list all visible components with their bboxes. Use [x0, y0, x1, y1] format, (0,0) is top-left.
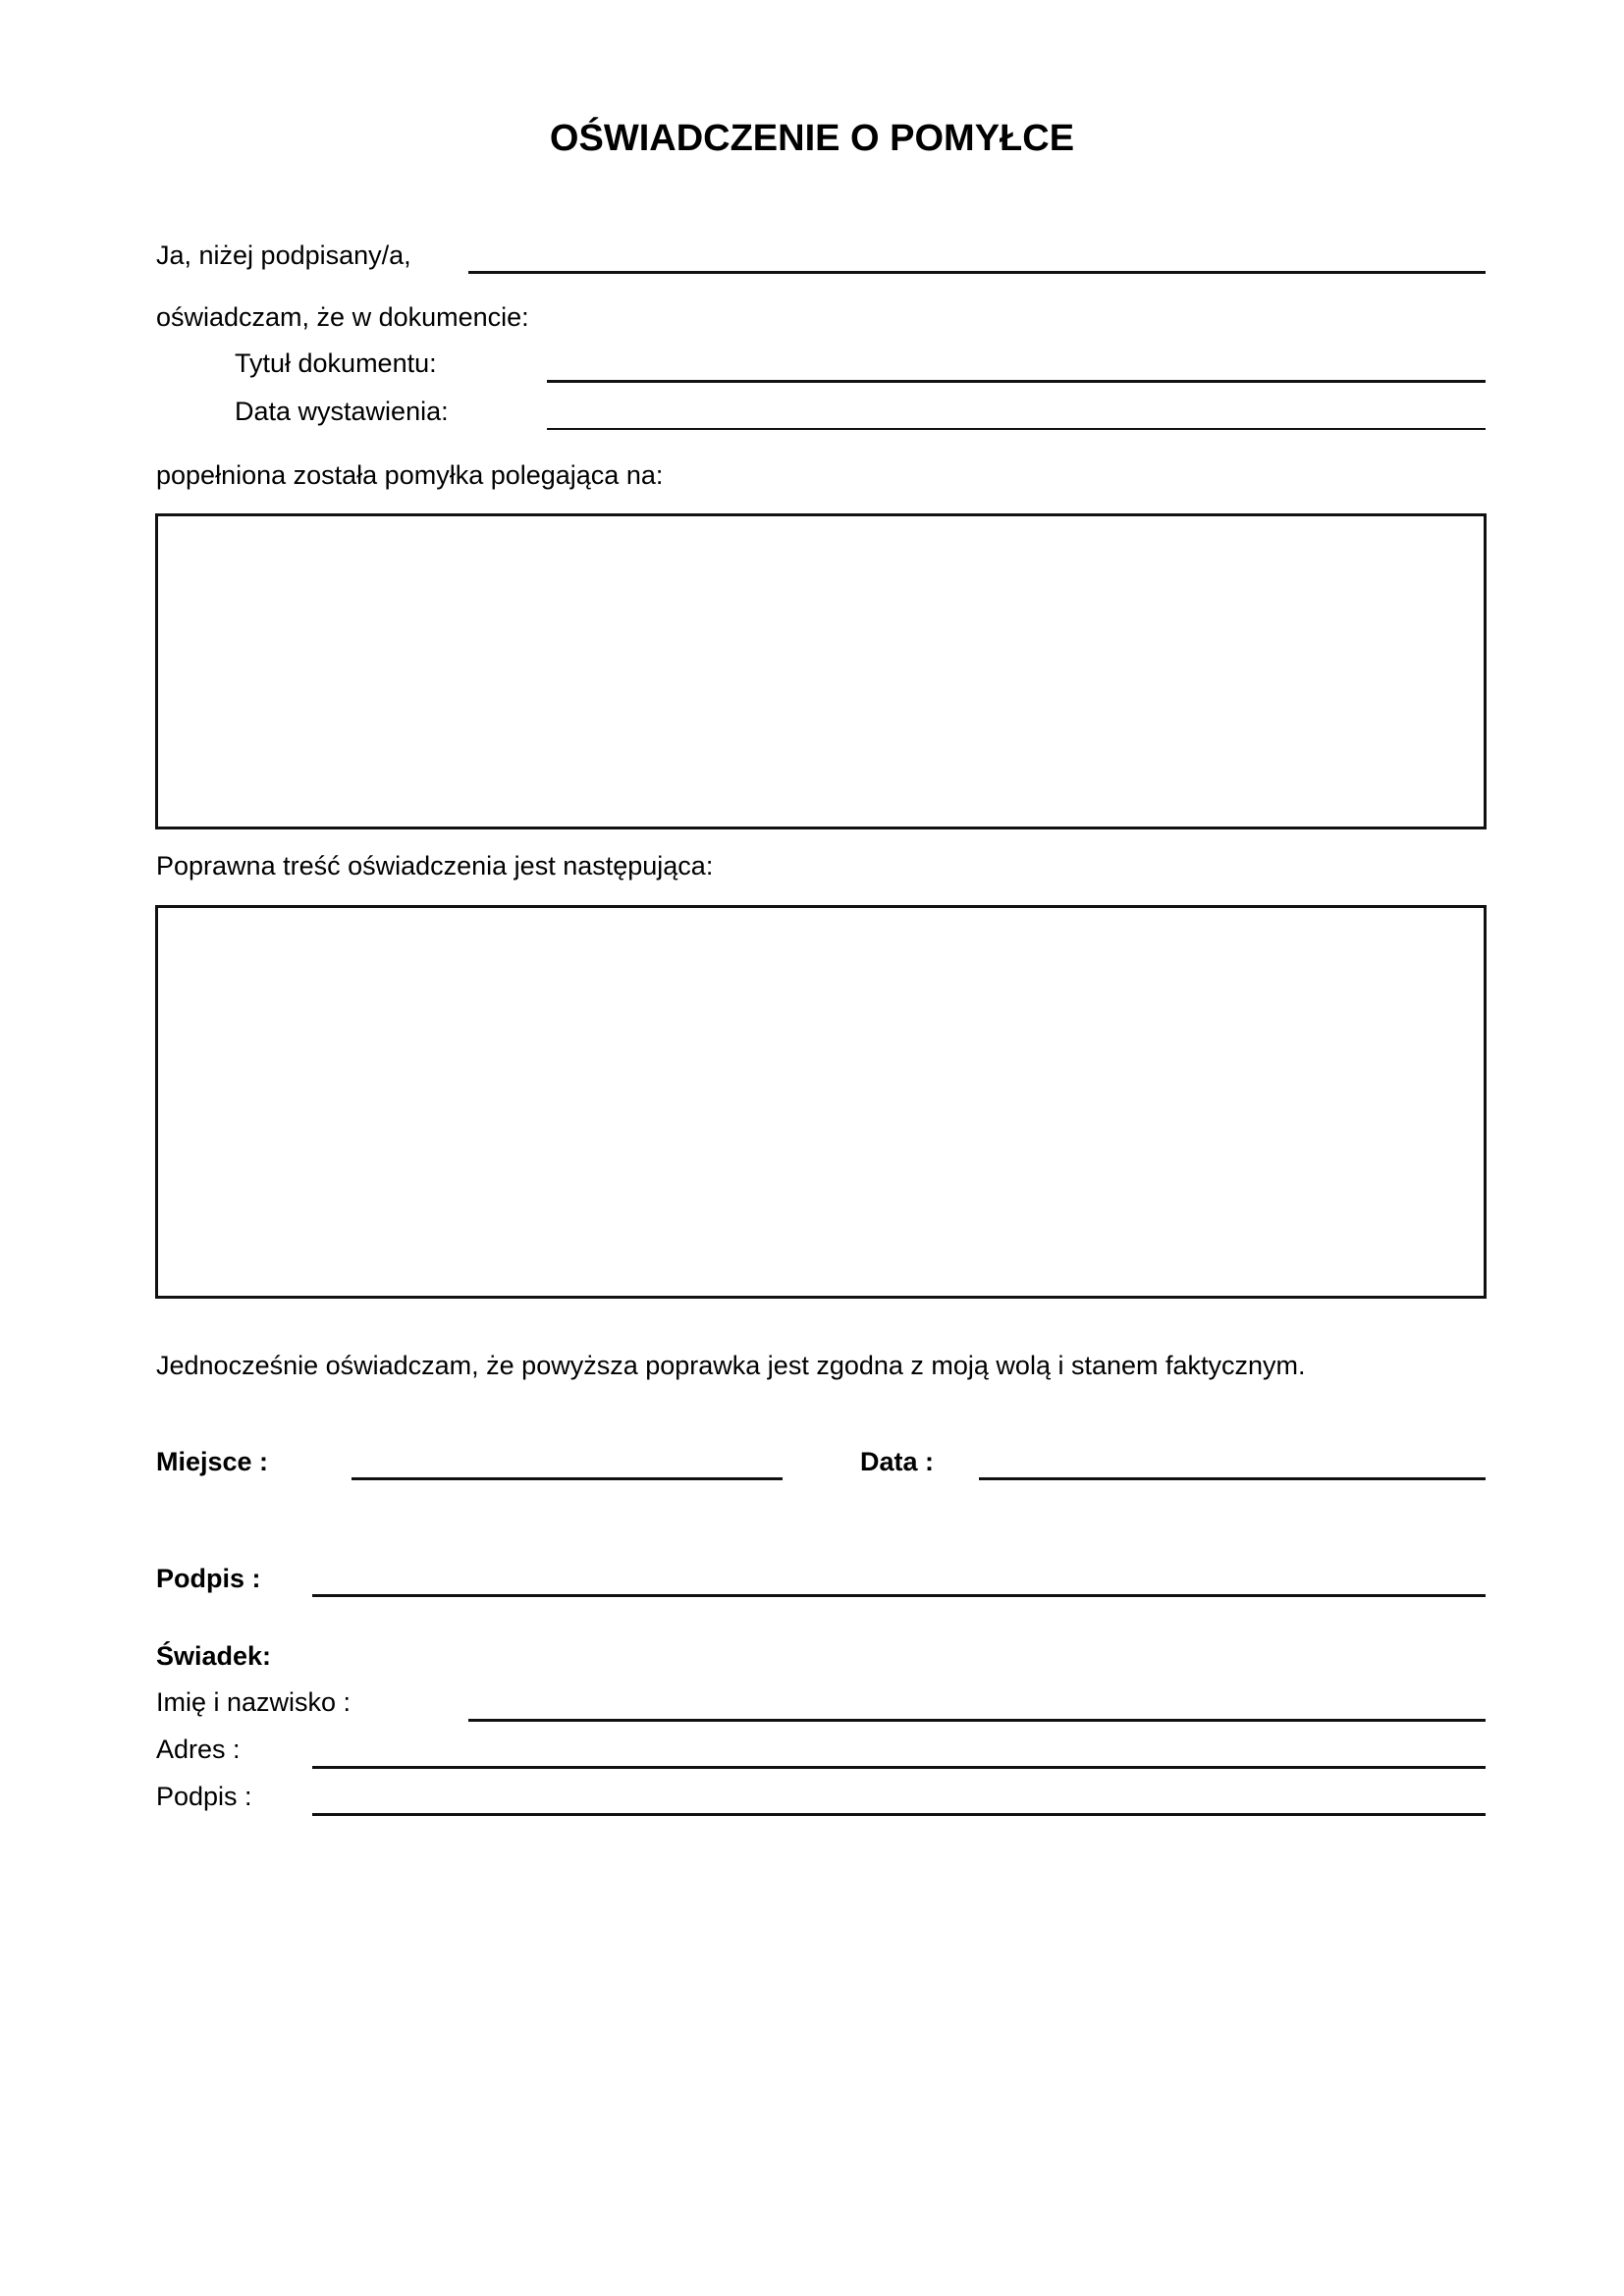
signature-label: Podpis :: [156, 1564, 261, 1593]
page-title: OŚWIADCZENIE O POMYŁCE: [549, 118, 1075, 159]
issue-date-label: Data wystawienia:: [235, 397, 449, 426]
confirmation-text: Jednocześnie oświadczam, że powyższa poprawka jest zgodna z moją wolą i stanem faktycznym.: [156, 1351, 1306, 1380]
signature-field[interactable]: [312, 1594, 1486, 1597]
witness-name-field[interactable]: [468, 1719, 1486, 1722]
witness-name-label: Imię i nazwisko :: [156, 1687, 352, 1717]
witness-signature-label: Podpis :: [156, 1782, 252, 1811]
place-field[interactable]: [352, 1477, 783, 1480]
declarant-label: Ja, niżej podpisany/a,: [156, 240, 411, 270]
declarant-name-field[interactable]: [468, 271, 1486, 274]
date-label: Data :: [860, 1447, 935, 1476]
witness-address-label: Adres :: [156, 1735, 241, 1764]
correct-content-box[interactable]: [155, 905, 1487, 1299]
document-title-label: Tytuł dokumentu:: [235, 348, 437, 378]
mistake-description-label: popełniona została pomyłka polegająca na:: [156, 460, 664, 490]
document-title-field[interactable]: [547, 380, 1486, 383]
correct-content-label: Poprawna treść oświadczenia jest następująca:: [156, 851, 714, 881]
witness-signature-field[interactable]: [312, 1813, 1486, 1816]
date-field[interactable]: [979, 1477, 1486, 1480]
witness-address-field[interactable]: [312, 1766, 1486, 1769]
place-label: Miejsce :: [156, 1447, 269, 1476]
mistake-description-box[interactable]: [155, 513, 1487, 829]
issue-date-field[interactable]: [547, 428, 1486, 430]
declare-intro-text: oświadczam, że w dokumencie:: [156, 302, 529, 332]
witness-heading: Świadek:: [156, 1641, 272, 1671]
